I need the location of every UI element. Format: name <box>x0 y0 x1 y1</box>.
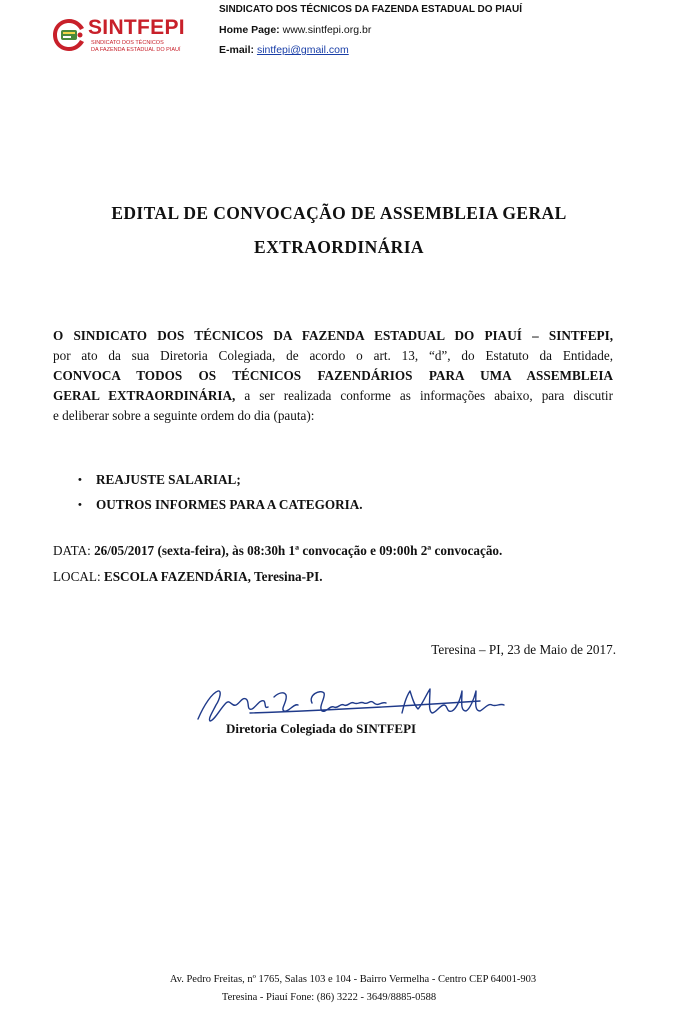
agenda-item-text: REAJUSTE SALARIAL; <box>96 472 241 487</box>
email-label: E-mail: <box>219 44 255 56</box>
agenda-item <box>78 495 363 520</box>
paragraph-line-5: e deliberar sobre a seguinte ordem do dia (pauta): <box>53 408 315 423</box>
logo-subtitle-line-1: SINDICATO DOS TÉCNICOS <box>91 40 164 46</box>
email-link[interactable]: sintfepi@gmail.com <box>256 44 349 56</box>
footer-address: Av. Pedro Freitas, nº 1765, Salas 103 e 104 - Bairro Vermelha - Centro CEP 64001-903 <box>169 974 537 985</box>
agenda-item <box>78 470 363 495</box>
date-label: DATA: <box>53 543 91 558</box>
page-title-line-2: EXTRAORDINÁRIA <box>254 237 424 257</box>
bullet-icon: • <box>78 499 82 511</box>
logo-subtitle <box>91 40 181 53</box>
footer-phone: Teresina - Piauí Fone: (86) 3222 - 3649/8885-0588 <box>221 992 437 1003</box>
meeting-date <box>53 543 502 559</box>
place-and-date: Teresina – PI, 23 de Maio de 2017. <box>431 642 616 657</box>
org-name: SINDICATO DOS TÉCNICOS DA FAZENDA ESTADUAL DO PIAUÍ <box>219 4 522 15</box>
meeting-location <box>53 569 323 585</box>
agenda-item-text: OUTROS INFORMES PARA A CATEGORIA. <box>96 497 363 512</box>
convocation-paragraph <box>53 326 613 426</box>
logo-subtitle-line-2: DA FAZENDA ESTADUAL DO PIAUÍ <box>91 46 181 53</box>
paragraph-line-4 <box>53 386 613 406</box>
logo-name: SINTFEPI <box>88 16 185 39</box>
homepage-label: Home Page: <box>219 24 280 36</box>
bullet-icon: • <box>78 474 82 486</box>
paragraph-line-1: O SINDICATO DOS TÉCNICOS DA FAZENDA ESTADUAL DO PIAUÍ – SINTFEPI, <box>53 328 613 343</box>
paragraph-line-4-bold: GERAL EXTRAORDINÁRIA, <box>53 388 236 403</box>
location-value: ESCOLA FAZENDÁRIA, Teresina-PI. <box>100 569 323 584</box>
agenda-list <box>78 470 363 520</box>
homepage-url: www.sintfepi.org.br <box>282 24 372 36</box>
date-value: 26/05/2017 (sexta-feira), às 08:30h 1ª convocação e 09:00h 2ª convocação. <box>90 543 503 558</box>
location-label: LOCAL: <box>53 569 101 584</box>
paragraph-line-3: CONVOCA TODOS OS TÉCNICOS FAZENDÁRIOS PARA UMA ASSEMBLEIA <box>53 368 613 383</box>
logo-emblem-icon <box>50 16 88 54</box>
paragraph-line-2: por ato da sua Diretoria Colegiada, de acordo o art. 13, “d”, do Estatuto da Entidade, <box>53 348 613 363</box>
homepage-line <box>219 24 371 36</box>
signature-caption: Diretoria Colegiada do SINTFEPI <box>226 721 417 736</box>
paragraph-line-4-rest: a ser realizada conforme as informações abaixo, para discutir <box>235 388 613 403</box>
sintfepi-logo <box>50 14 200 56</box>
page-title-line-1: EDITAL DE CONVOCAÇÃO DE ASSEMBLEIA GERAL <box>111 203 567 223</box>
email-line <box>219 44 349 56</box>
